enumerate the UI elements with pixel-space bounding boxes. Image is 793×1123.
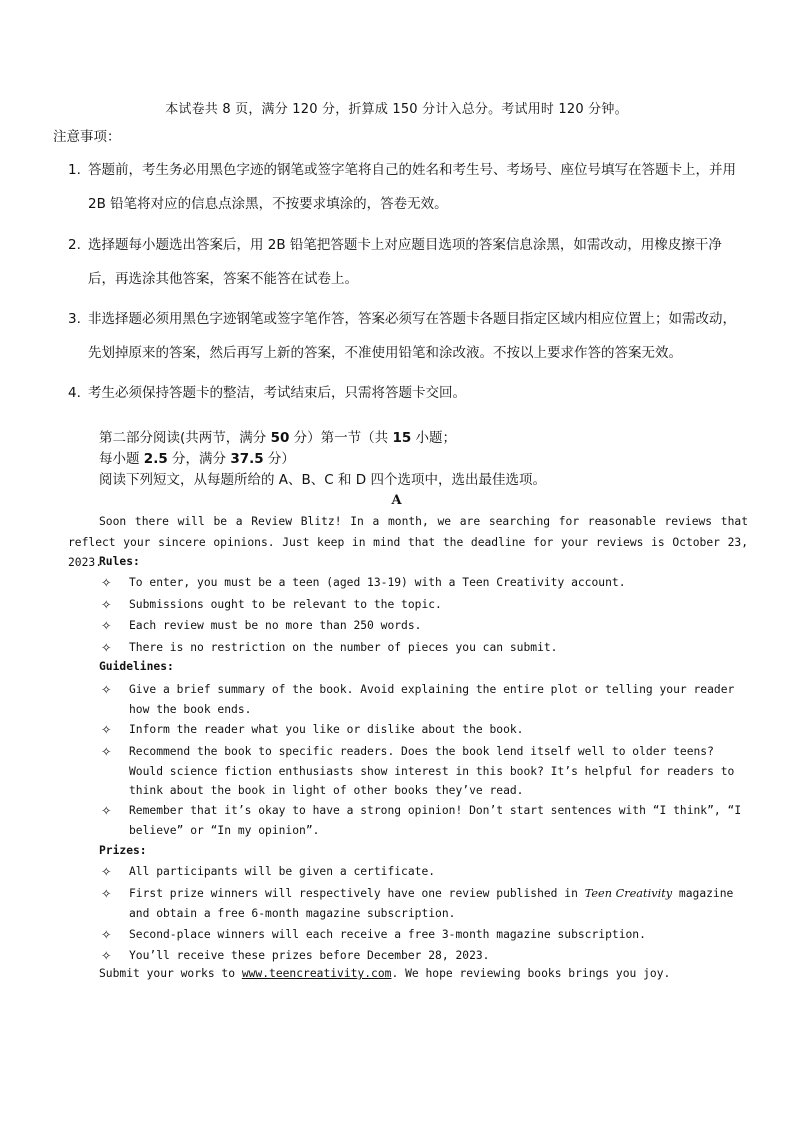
prize-item: ✧ Second-place winners will each receive a free 3-month magazine subscription. xyxy=(101,925,747,945)
notice-title: 注意事项： xyxy=(53,129,121,145)
guideline-item: ✧ Remember that it’s okay to have a strong opinion! Don’t start sentences with “I think”, “I believe” or “In my opinion”. xyxy=(101,803,742,837)
diamond-bullet-icon: ✧ xyxy=(101,886,112,901)
passage-intro: Soon there will be a Review Blitz! In a month, we are searching for reasonable reviews that reflect your sincere opinions. Just keep in mind that the deadline for your reviews is October 23, 2023. xyxy=(68,515,748,569)
prizes-heading: Prizes: xyxy=(99,844,147,857)
prize-item: ✧ You’ll receive these prizes before December 28, 2023. xyxy=(101,946,747,966)
notice-number: 2. xyxy=(68,237,81,253)
notice-text: 考生必须保持答题卡的整洁，考试结束后，只需将答题卡交回。 xyxy=(88,385,466,401)
diamond-bullet-icon: ✧ xyxy=(101,948,112,963)
notice-number: 3. xyxy=(68,311,81,327)
exam-info-line: 本试卷共 8 页，满分 120 分，折算成 150 分计入总分。考试用时 120 分钟。 xyxy=(165,102,628,117)
magazine-name: Teen Creativity xyxy=(584,887,673,900)
rule-item: ✧ Each review must be no more than 250 words. xyxy=(101,616,747,636)
guideline-item: ✧ Give a brief summary of the book. Avoid explaining the entire plot or telling your reader how the book ends. xyxy=(101,682,735,716)
rules-heading: Rules: xyxy=(99,555,140,568)
part-two-line-1: 第二部分阅读(共两节，满分 50 分）第一节（共 15 小题； xyxy=(99,430,457,446)
diamond-bullet-icon: ✧ xyxy=(101,640,112,655)
guideline-item: ✧ Inform the reader what you like or dislike about the book. xyxy=(101,720,747,740)
diamond-bullet-icon: ✧ xyxy=(101,722,112,737)
notice-item-1 xyxy=(68,153,748,221)
closing-line: Submit your works to www.teencreativity.com. We hope reviewing books brings you joy. xyxy=(99,967,671,980)
guidelines-heading: Guidelines: xyxy=(99,660,174,673)
diamond-bullet-icon: ✧ xyxy=(101,597,112,612)
part-two-line-3: 阅读下列短文，从每题所给的 A、B、C 和 D 四个选项中，选出最佳选项。 xyxy=(99,472,546,488)
prize-item: ✧ All participants will be given a certificate. xyxy=(101,862,747,882)
part-two-instructions xyxy=(99,428,546,491)
notice-text: 答题前，考生务必用黑色字迹的钢笔或签字笔将自己的姓名和考生号、考场号、座位号填写在答题卡上，并用 2B 铅笔将对应的信息点涂黑，不按要求填涂的，答卷无效。 xyxy=(88,162,736,212)
prize-item: ✧ First prize winners will respectively have one review published in Teen Creativity magazine and obtain a free 6-month magazine subscription. xyxy=(101,886,734,920)
rule-item: ✧ To enter, you must be a teen (aged 13-19) with a Teen Creativity account. xyxy=(101,573,747,593)
diamond-bullet-icon: ✧ xyxy=(101,575,112,590)
rule-item: ✧ Submissions ought to be relevant to the topic. xyxy=(101,595,747,615)
diamond-bullet-icon: ✧ xyxy=(101,927,112,942)
diamond-bullet-icon: ✧ xyxy=(101,803,112,818)
website-link[interactable]: www.teencreativity.com xyxy=(241,967,392,980)
diamond-bullet-icon: ✧ xyxy=(101,864,112,879)
notice-number: 4. xyxy=(68,385,81,401)
diamond-bullet-icon: ✧ xyxy=(101,618,112,633)
part-two-line-2: 每小题 2.5 分，满分 37.5 分） xyxy=(99,451,295,467)
section-label: A xyxy=(391,493,402,508)
notice-item-2 xyxy=(68,228,748,296)
rule-item: ✧ There is no restriction on the number of pieces you can submit. xyxy=(101,638,747,658)
notice-item-4 xyxy=(68,376,748,410)
guideline-item: ✧ Recommend the book to specific readers. Does the book lend itself well to older teens? Would science fiction enthusiasts show interest in this book? It’s helpful for readers to think about the book in light of other books they’ve read. xyxy=(101,744,735,797)
notice-text: 选择题每小题选出答案后，用 2B 铅笔把答题卡上对应题目选项的答案信息涂黑，如需改动，用橡皮擦干净后，再选涂其他答案，答案不能答在试卷上。 xyxy=(88,237,722,287)
notice-item-3 xyxy=(68,302,748,370)
notice-text: 非选择题必须用黑色字迹钢笔或签字笔作答，答案必须写在答题卡各题目指定区域内相应位置上；如需改动，先划掉原来的答案，然后再写上新的答案，不准使用铅笔和涂改液。不按以上要求作答的答案无效。 xyxy=(88,311,736,361)
notice-number: 1. xyxy=(68,162,81,178)
diamond-bullet-icon: ✧ xyxy=(101,682,112,697)
diamond-bullet-icon: ✧ xyxy=(101,744,112,759)
